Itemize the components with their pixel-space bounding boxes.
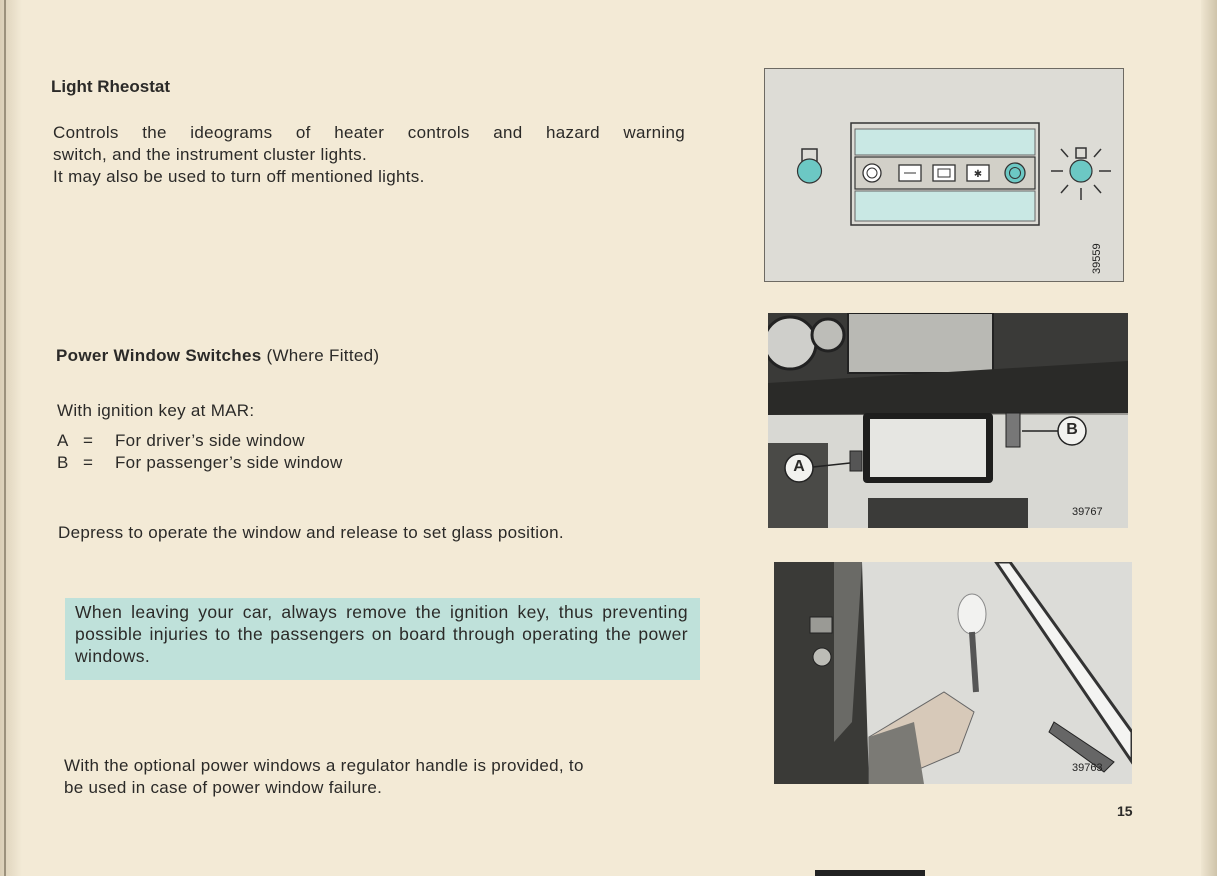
- rear-defrost-switch-icon: [899, 165, 921, 181]
- rheostat-knob-icon: [1005, 163, 1025, 183]
- light-rheostat-description: [53, 122, 685, 188]
- page-edge-right: [1201, 0, 1217, 876]
- list-item-key: B: [57, 453, 69, 472]
- callout-a-label: A: [793, 458, 805, 475]
- heater-fan-switch-icon: [933, 165, 955, 181]
- rheostat-diagram-drawing: [765, 69, 1123, 281]
- page-fold-line: [4, 0, 6, 876]
- light-rheostat-line-2: switch, and the instrument cluster lights.: [53, 145, 368, 164]
- power-window-intro: With ignition key at MAR:: [57, 401, 255, 420]
- power-window-heading: [56, 345, 379, 367]
- light-rheostat-line-1: Controls the ideograms of heater controls and hazard warning: [53, 123, 685, 142]
- regulator-line-1: With the optional power windows a regulator handle is provided, to: [64, 756, 584, 775]
- power-window-switches-photo: [768, 313, 1128, 528]
- figure-number-39767: 39767: [1072, 506, 1103, 518]
- callout-b-label: B: [1066, 421, 1078, 438]
- rheostat-diagram: [764, 68, 1124, 282]
- list-item-equals: =: [83, 453, 94, 472]
- light-rheostat-title: Light Rheostat: [51, 77, 170, 96]
- list-item-key: A: [57, 431, 69, 450]
- svg-text:✱: ✱: [973, 169, 983, 180]
- figure-number-39763: 39763: [1072, 762, 1103, 774]
- figure-number-39559: 39559: [1091, 243, 1103, 274]
- power-window-switch-list: [57, 430, 457, 474]
- regulator-line-2: be used in case of power window failure.: [64, 778, 383, 797]
- fog-light-switch-icon: [967, 165, 989, 181]
- page-number: 15: [1117, 803, 1133, 819]
- power-window-title: Power Window Switches: [56, 346, 262, 365]
- list-item: [57, 452, 457, 474]
- list-item: [57, 430, 457, 452]
- regulator-photo-drawing: [774, 562, 1132, 784]
- list-item-text: For passenger’s side window: [115, 453, 343, 472]
- light-rheostat-line-3: It may also be used to turn off mentioned lights.: [53, 167, 425, 186]
- right-light-indicator-icon: [1051, 148, 1111, 200]
- warning-box: [65, 598, 700, 680]
- bottom-tab: [815, 870, 925, 876]
- regulator-handle-photo: [774, 562, 1132, 784]
- list-item-equals: =: [83, 431, 94, 450]
- list-item-text: For driver’s side window: [115, 431, 305, 450]
- left-rheostat-indicator-icon: [798, 149, 822, 183]
- regulator-handle-note: [64, 755, 704, 799]
- warning-text: When leaving your car, always remove the ignition key, thus preventing possible injuries to the passengers on board through operating the power windows.: [75, 602, 688, 666]
- power-window-title-suffix: (Where Fitted): [266, 346, 380, 365]
- power-window-instruction: Depress to operate the window and release to set glass position.: [58, 523, 564, 542]
- hazard-switch-icon: [863, 164, 881, 182]
